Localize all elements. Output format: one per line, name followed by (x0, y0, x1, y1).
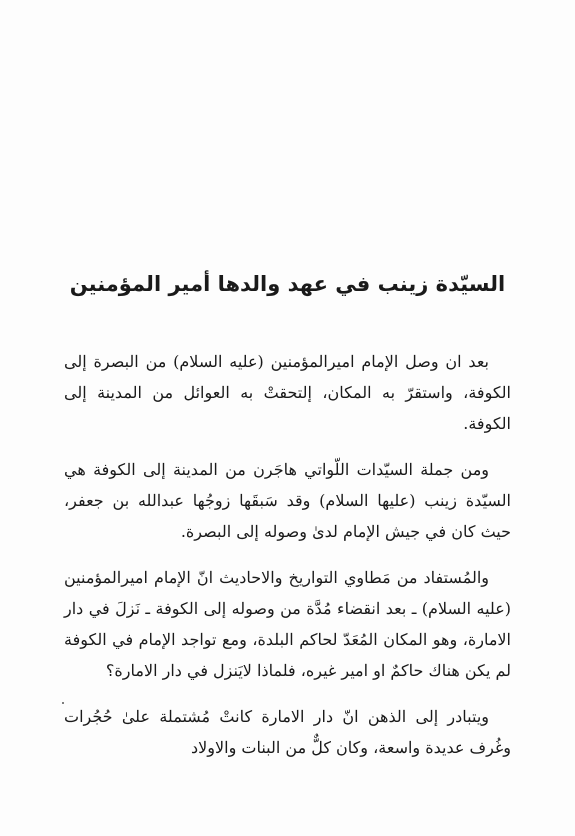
paragraph-2: ومن جملة السيّدات اللّواتي هاجَرن من المدينة إلى الكوفة هي السيّدة زينب (عليها السلام) وقد سَبقَها زوجُها عبدالله بن جعفر، حيث كان في جيش الإمام لدىٰ وصوله إلى البصرة. (64, 460, 511, 541)
page-title: السيّدة زينب في عهد والدها أمير المؤمنين (69, 272, 506, 296)
margin-dot-mark (62, 702, 64, 704)
paragraph-4: ويتبادر إلى الذهن انّ دار الامارة كانتْ مُشتملة علىٰ حُجُرات وغُرف عديدة واسعة، وكان كلٌّ من البنات والاولاد (64, 707, 511, 757)
paragraph-1: بعد ان وصل الإمام اميرالمؤمنين (عليه السلام) من البصرة إلى الكوفة، واستقرّ به المكان، إلتحقتْ به العوائل من المدينة إلى الكوفة. (64, 352, 511, 433)
paragraph-3: والمُستفاد من مَطاوي التواريخ والاحاديث انّ الإمام اميرالمؤمنين (عليه السلام) ـ بعد انقضاء مُدَّة من وصوله إلى الكوفة ـ نَزلَ في دار الامارة، وهو المكان المُعَدّ لحاكم البلدة، ومع تواجد الإمام في الكوفة لم يكن هناك حاكمٌ او امير غيره، فلماذا لايَنزل في دار الامارة؟ (64, 568, 511, 680)
body-text (64, 346, 511, 763)
